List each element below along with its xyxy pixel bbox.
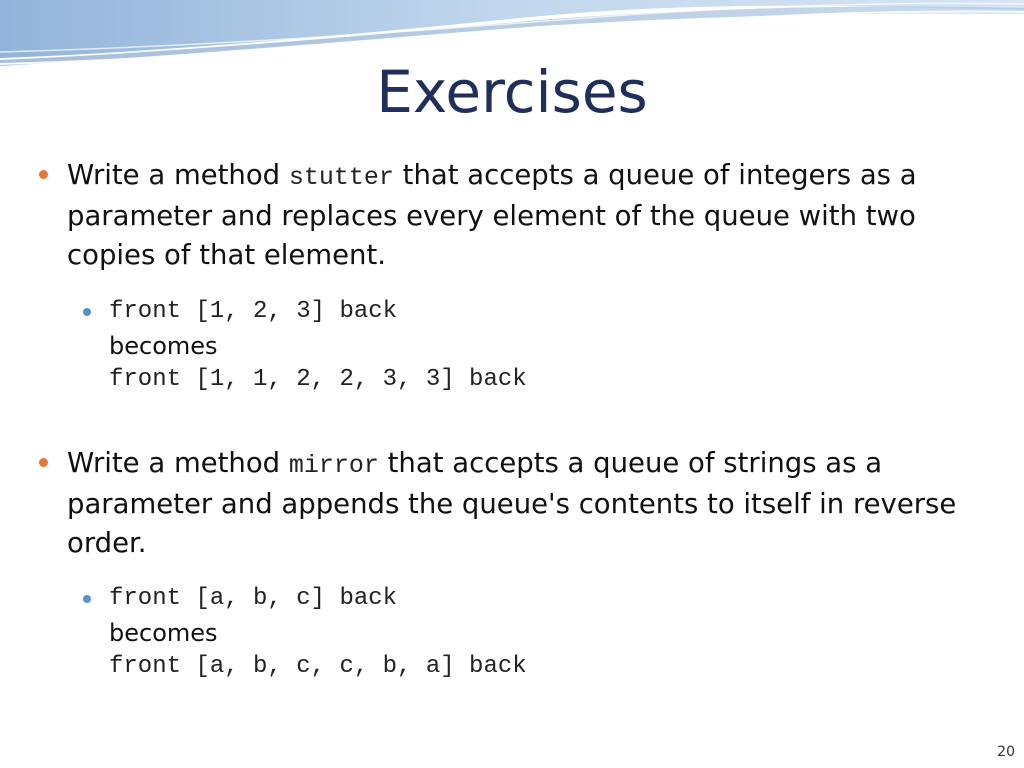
example-before: front [a, b, c] back bbox=[109, 585, 398, 612]
exercise-text-after: that accepts a queue of integers as a parameter and replaces every element of the queue with two copies of that element. bbox=[67, 159, 917, 271]
orange-bullet-icon bbox=[39, 170, 48, 179]
method-name: mirror bbox=[288, 451, 379, 480]
page-number: 20 bbox=[997, 744, 1015, 760]
orange-bullet-icon bbox=[39, 458, 48, 467]
example-becomes: becomes bbox=[109, 619, 218, 647]
example-stutter bbox=[109, 295, 989, 397]
exercise-mirror bbox=[67, 444, 1012, 563]
exercise-text-before: Write a method bbox=[67, 447, 289, 479]
example-becomes: becomes bbox=[109, 332, 218, 360]
example-after: front [1, 1, 2, 2, 3, 3] back bbox=[109, 366, 527, 393]
method-name: stutter bbox=[288, 163, 394, 192]
exercise-stutter bbox=[67, 156, 1012, 275]
blue-bullet-icon bbox=[83, 308, 91, 316]
example-mirror bbox=[109, 582, 989, 684]
exercise-text-after: that accepts a queue of strings as a parameter and appends the queue's contents to itself in reverse order. bbox=[67, 447, 957, 559]
example-after: front [a, b, c, c, b, a] back bbox=[109, 653, 527, 680]
exercise-text-before: Write a method bbox=[67, 159, 289, 191]
slide-title: Exercises bbox=[376, 58, 648, 126]
blue-bullet-icon bbox=[83, 595, 91, 603]
example-before: front [1, 2, 3] back bbox=[109, 298, 398, 325]
